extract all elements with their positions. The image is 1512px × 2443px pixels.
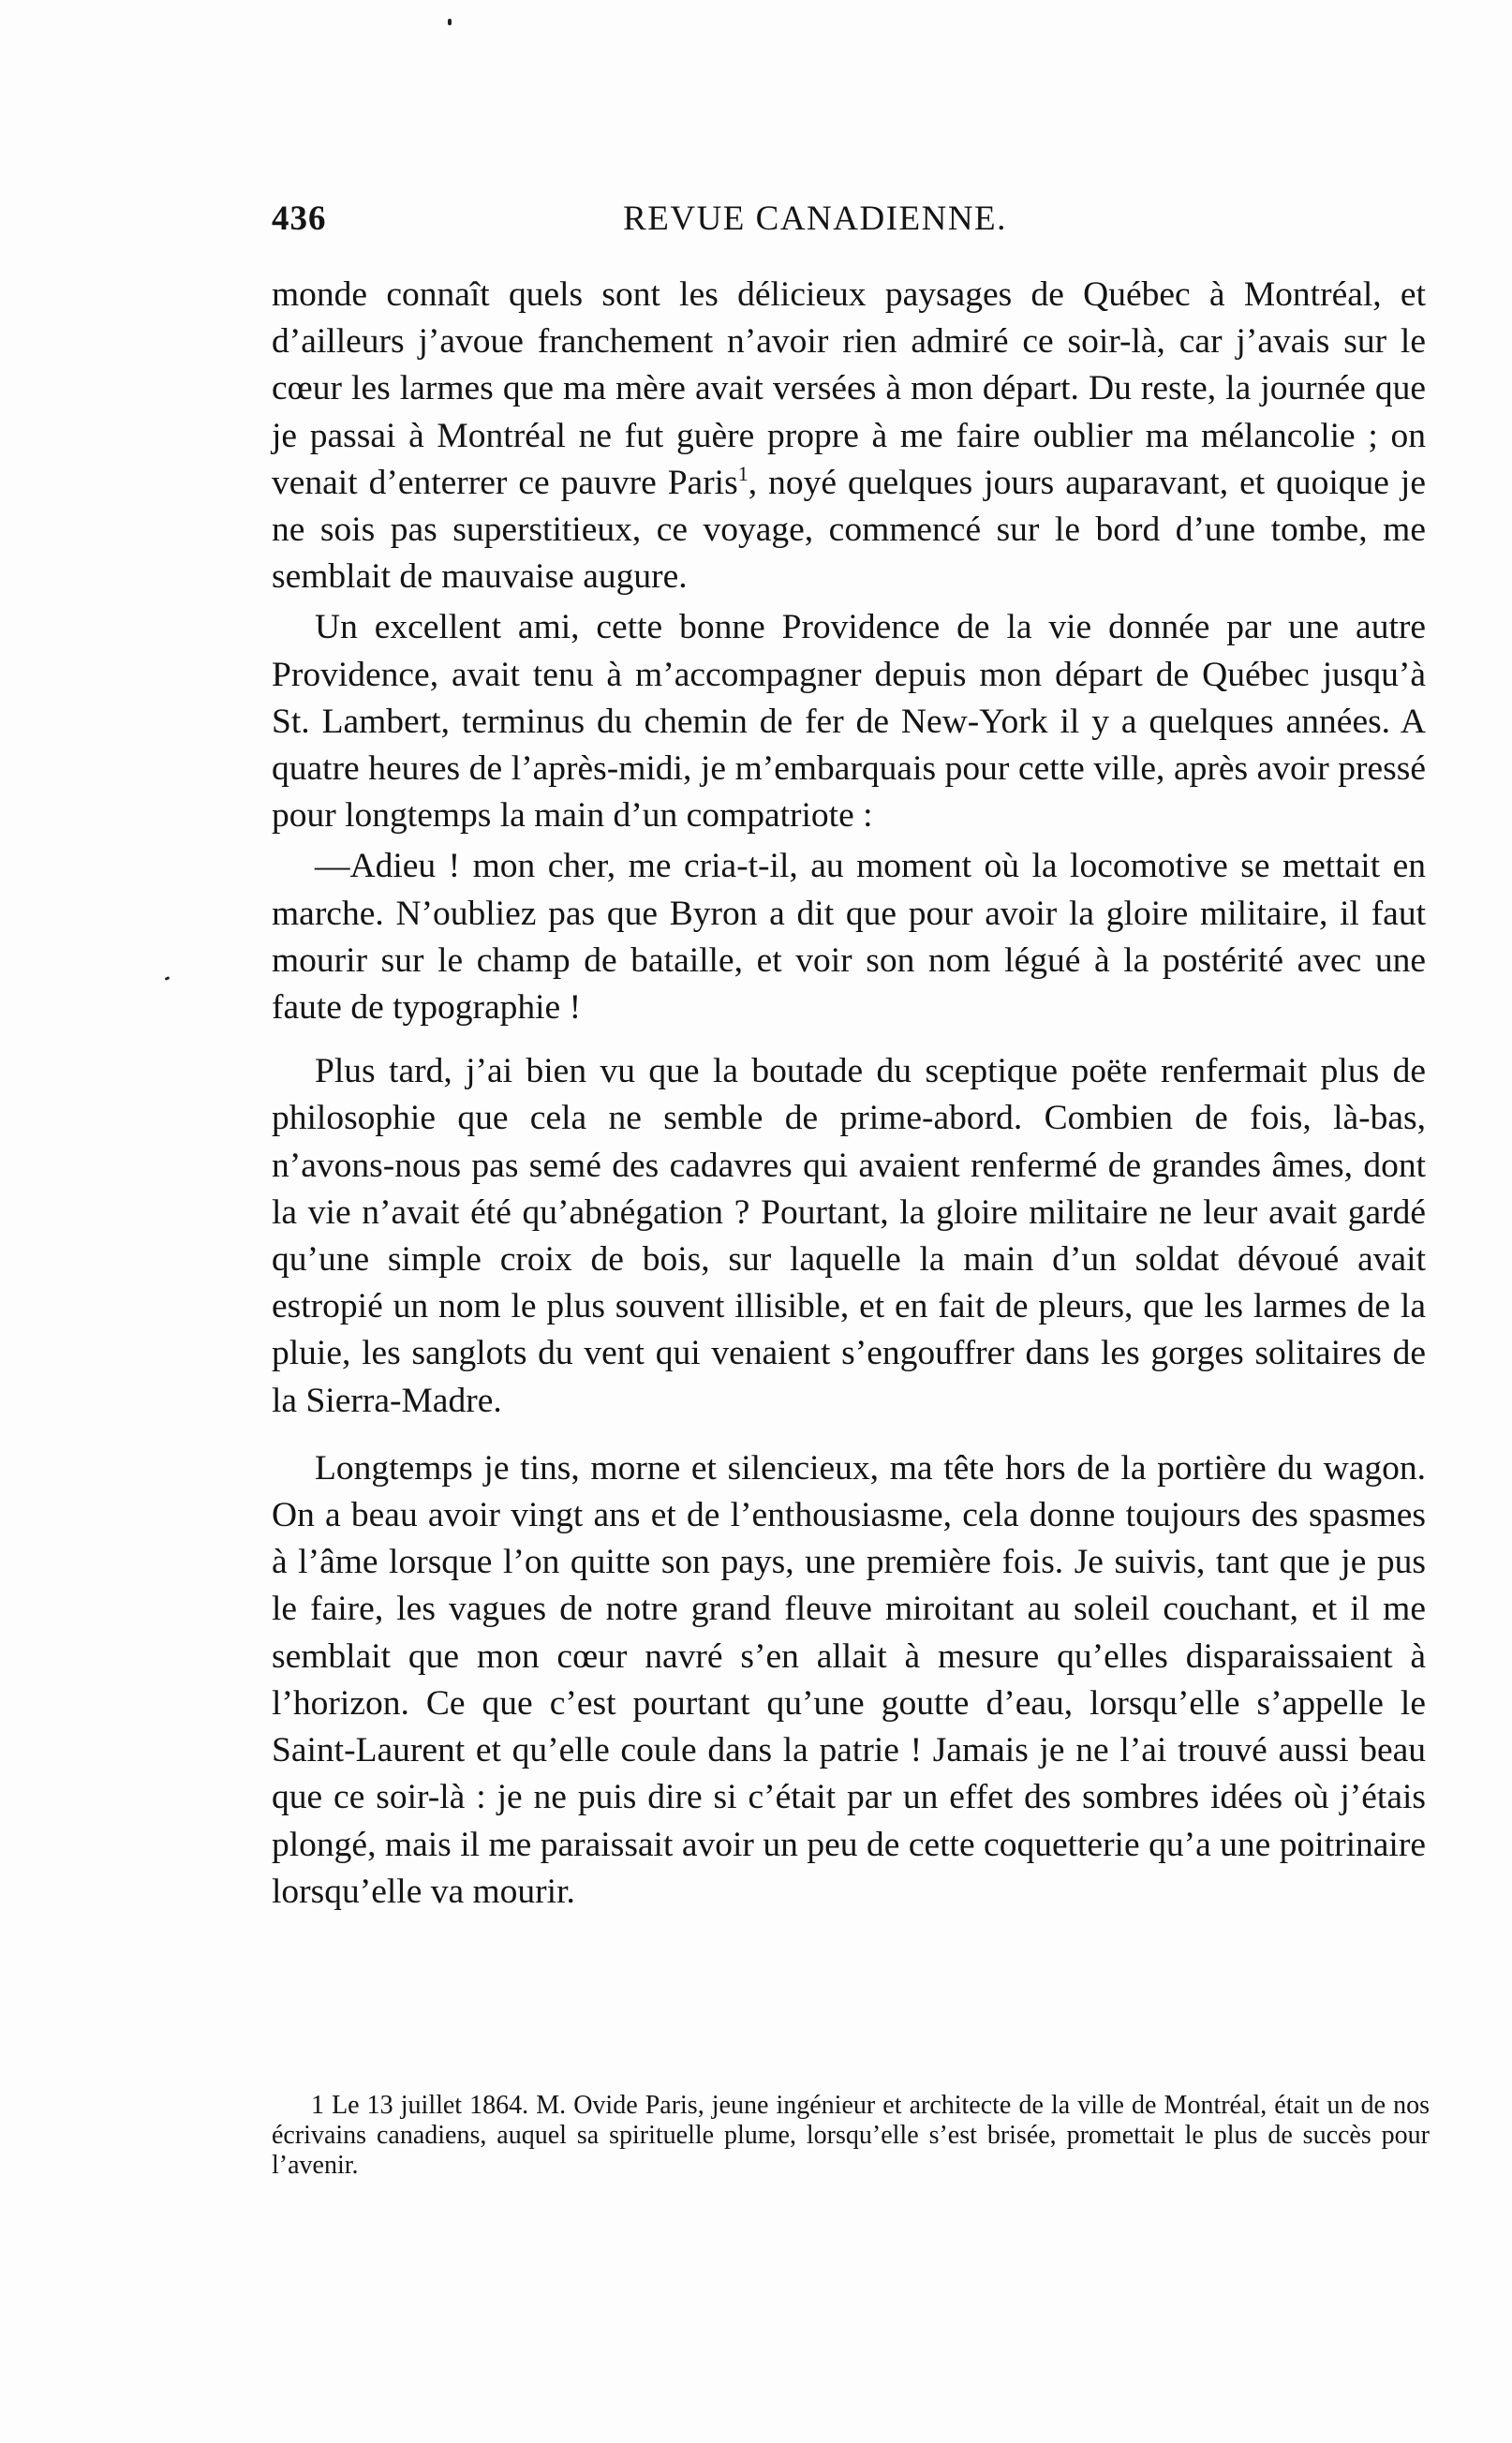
footnote-paragraph: [272, 2091, 1430, 2181]
paragraph-text: , noyé quelques jours auparavant, et quoique je ne sois pas superstitieux, ce voyage, commencé sur le bord d’une tombe, me semblait de mauvaise augure.: [272, 463, 1426, 597]
paragraph-dialogue: —Adieu ! mon cher, me cria-t-il, au moment où la locomotive se mettait en marche. N’oubliez pas que Byron a dit que pour avoir la gloire militaire, il faut mourir sur le champ de bataille, et voir son nom légué à la postérité avec une faute de typographie !: [272, 847, 1426, 1028]
footnote: [272, 2091, 1430, 2181]
ink-speck: [165, 976, 170, 981]
paragraph: Plus tard, j’ai bien vu que la boutade du sceptique poëte renfermait plus de philosophie que cela ne semble de prime-abord. Combien de fois, là-bas, n’avons-nous pas semé des cadavres qui avaient renfermé de grandes âmes, dont la vie n’avait été qu’abnégation ? Pourtant, la gloire militaire ne leur avait gardé qu’une simple croix de bois, sur laquelle la main d’un soldat dévoué avait estropié un nom le plus souvent illisible, et en fait de pleurs, que les larmes de la pluie, les sanglots du vent qui venaient s’engouffrer dans les gorges solitaires de la Sierra-Madre.: [272, 1052, 1426, 1420]
paragraph-continuation: [272, 272, 1426, 600]
page-header: [272, 199, 1433, 255]
footnote-text: Le 13 juillet 1864. M. Ovide Paris, jeune ingénieur et architecte de la ville de Montréal, était un de nos écrivains canadiens, auquel sa spirituelle plume, lorsqu’elle s’est brisée, promettait le plus de succès pour l’avenir.: [272, 2091, 1430, 2180]
paragraph: Longtemps je tins, morne et silencieux, ma tête hors de la portière du wagon. On a beau avoir vingt ans et de l’enthousiasme, cela donne toujours des spasmes à l’âme lorsque l’on quitte son pays, une première fois. Je suivis, tant que je pus le faire, les vagues de notre grand fleuve miroitant au soleil couchant, et il me semblait que mon cœur navré s’en allait à mesure qu’elles disparaissaient à l’horizon. Ce que c’est pourtant qu’une goutte d’eau, lorsqu’elle s’appelle le Saint-Laurent et qu’elle coule dans la patrie ! Jamais je ne l’ai trouvé aussi beau que ce soir-là : je ne puis dire si c’était par un effet des sombres idées où j’étais plongé, mais il me paraissait avoir un peu de cette coquetterie qu’a une poitrinaire lorsqu’elle va mourir.: [272, 1448, 1426, 1911]
body-text: [272, 272, 1426, 1916]
footnote-mark: 1: [311, 2091, 324, 2120]
paragraph: Un excellent ami, cette bonne Providence de la vie donnée par une autre Providence, avait tenu à m’accompagner depuis mon départ de Québec jusqu’à St. Lambert, terminus du chemin de fer de New-York il y a quelques années. A quatre heures de l’après-midi, je m’embarquais pour cette ville, après avoir pressé pour longtemps la main d’un compatriote :: [272, 608, 1426, 836]
running-title: REVUE CANADIENNE.: [623, 200, 1007, 238]
page-number: 436: [272, 200, 327, 238]
ink-speck: [448, 19, 452, 25]
footnote-reference: 1: [737, 461, 749, 485]
paragraph-text: monde connaît quels sont les délicieux paysages de Québec à Montréal, et d’ailleurs j’avoue franchement n’avoir rien admiré ce soir-là, car j’avais sur le cœur les larmes que ma mère avait versées à mon départ. Du reste, la journée que je passai à Montréal ne fut guère propre à me faire oublier ma mélancolie ; on venait d’enterrer ce pauvre Paris: [272, 275, 1426, 502]
